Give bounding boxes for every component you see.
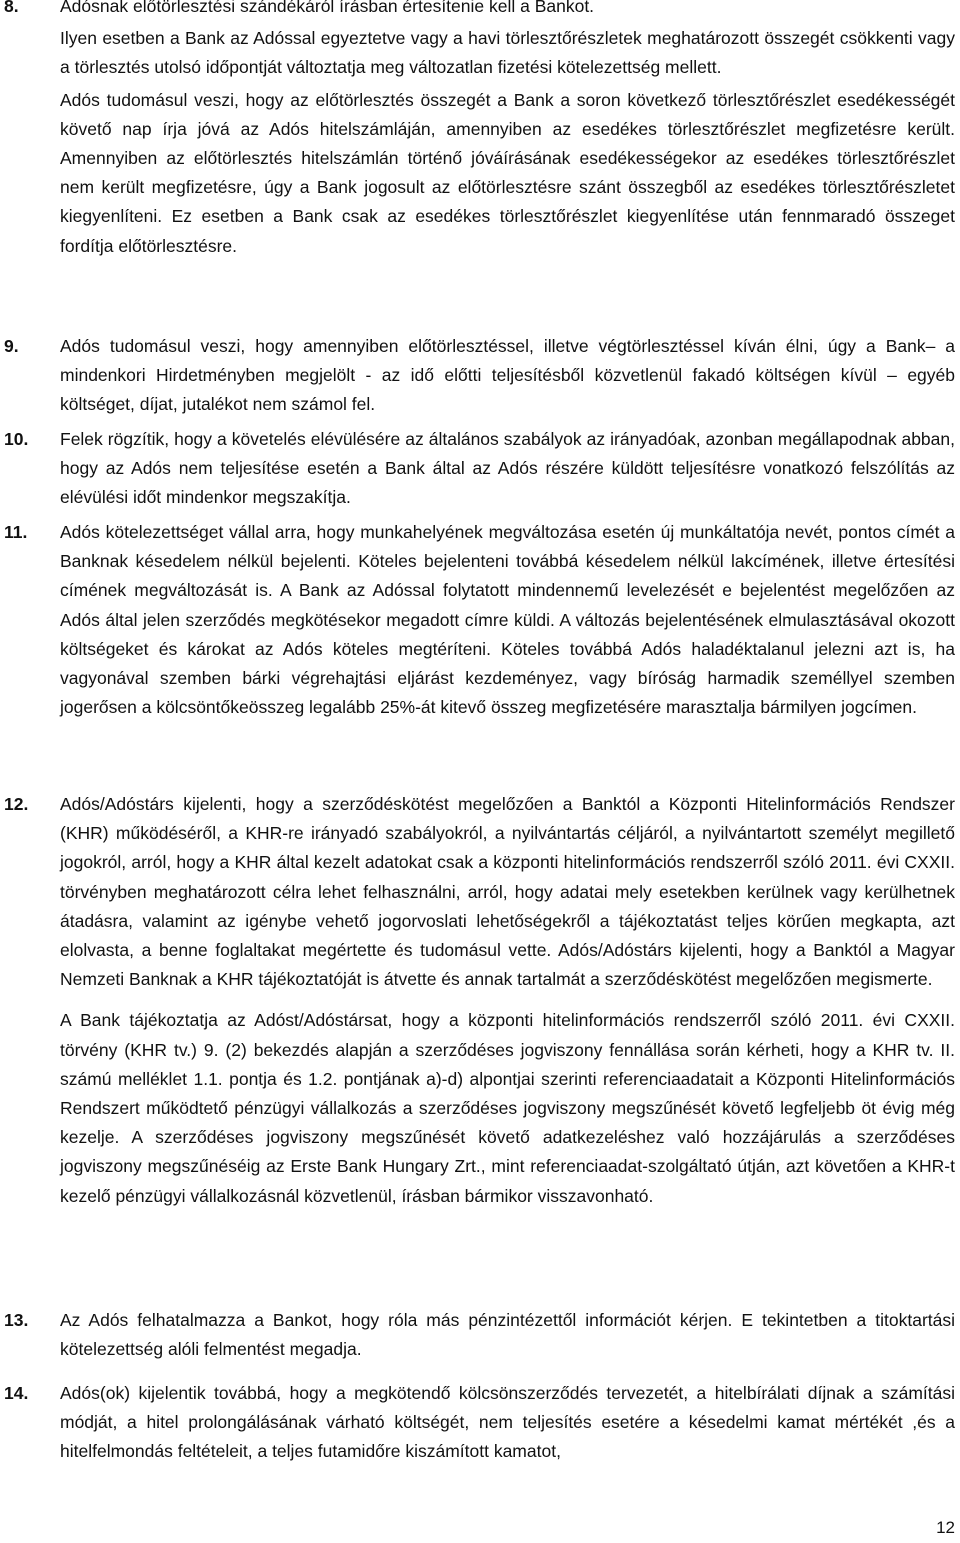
paragraph: Adós tudomásul veszi, hogy az előtörlesztés összegét a Bank a soron következő törlesztőrészlet esedékességét követő nap írja jóvá az Adós hitelszámláján, amennyiben az esedékes törlesztőrészlet megfizetésre került. Amennyiben az előtörlesztés hitelszámlán történő jóváírásának esedékességekor az esedékes törlesztőrészlet nem került megfizetésre, úgy a Bank jogosult az előtörlesztésre szánt összegből az esedékes törlesztőrészletet kiegyenlíteni. Ez esetben a Bank csak az esedékes törlesztőrészlet kiegyenlítése után fennmaradó összeget fordítja előtörlesztésre. <box>60 89 955 256</box>
paragraph: Ilyen esetben a Bank az Adóssal egyeztetve vagy a havi törlesztőrészletek meghatározott összegét csökkenti vagy a törlesztés utolsó időpontját változtatja meg változatlan fizetési kötelezettség mellett. <box>60 28 955 78</box>
section-body <box>60 332 955 420</box>
section-body <box>60 790 955 1211</box>
page-number: 12 <box>936 1518 955 1537</box>
paragraph: A Bank tájékoztatja az Adóst/Adóstársat, hogy a központi hitelinformációs rendszerről szóló 2011. évi CXXII. törvény (KHR tv.) 9. (2) bekezdés alapján a szerződéses jogviszony fennállása során kérheti, hogy a KHR tv. II. számú melléklet 1.1. pontja és 1.2. pontjának a)-d) alpontjai szerinti referenciaadatait a Központi Hitelinformációs Rendszert működtető pénzügyi vállalkozás a szerződéses jogviszony megszűnését követő legfeljebb öt évig még kezelje. A szerződéses jogviszony megszűnését követő adatkezeléshez való hozzájárulás a szerződéses jogviszony megszűnéséig az Erste Bank Hungary Zrt., mint referenciaadat-szolgáltató útján, azt követően a KHR-t kezelő pénzügyi vállalkozásnál közvetlenül, írásban bármikor visszavonható. <box>60 1010 955 1206</box>
section-body <box>60 1306 955 1364</box>
section-number: 8. <box>4 0 19 16</box>
section-number: 13. <box>4 1310 29 1330</box>
section-number: 9. <box>4 336 19 356</box>
section-body <box>60 1379 955 1467</box>
section-number: 11. <box>4 522 28 542</box>
paragraph: Adós/Adóstárs kijelenti, hogy a szerződéskötést megelőzően a Banktól a Központi Hitelinformációs Rendszer (KHR) működéséről, a KHR-re irányadó szabályokról, a nyilvántartás céljáról, a nyilvántartott személyt megillető jogokról, arról, hogy a KHR által kezelt adatokat csak a központi hitelinformációs rendszerről szóló 2011. évi CXXII. törvényben meghatározott célra lehet felhasználni, arról, hogy adatai mely esetekben kerülnek vagy kerülhetnek átadásra, valamint az igénybe vehető jogorvoslati lehetőségekről a tájékoztatást teljes körűen megkapta, azt elolvasta, a benne foglaltakat megértette és tudomásul vette. Adós/Adóstárs kijelenti, hogy a Banktól a Magyar Nemzeti Banknak a KHR tájékoztatóját is átvette és annak tartalmát a szerződéskötést megelőzően megismerte. <box>60 794 955 990</box>
section-number: 10. <box>4 429 29 449</box>
paragraph: Az Adós felhatalmazza a Bankot, hogy róla más pénzintézettől információt kérjen. E tekintetben a titoktartási kötelezettség alóli felmentést megadja. <box>60 1310 955 1360</box>
section-body <box>60 425 955 513</box>
section-body <box>60 0 955 261</box>
section-body <box>60 518 955 722</box>
paragraph: Felek rögzítik, hogy a követelés elévülésére az általános szabályok az irányadóak, azonban megállapodnak abban, hogy az Adós nem teljesítése esetén a Bank által az Adós részére küldött teljesítésre vonatkozó felszólítás az elévülési időt mindenkor megszakítja. <box>60 429 955 508</box>
paragraph: Adós kötelezettséget vállal arra, hogy munkahelyének megváltozása esetén új munkáltatója nevét, pontos címét a Banknak késedelem nélkül bejelenti. Köteles bejelenteni továbbá késedelem nélkül lakcímének, illetve értesítési címének megváltozását is. A Bank az Adóssal folytatott mindennemű levelezését e bejelentést megelőzően az Adós által jelen szerződés megkötésekor megadott címre küldi. A változás bejelentésének elmulasztásával okozott költségeket és károkat az Adós köteles megtéríteni. Köteles továbbá Adós haladéktalanul jelezni azt is, ha vagyonával szemben bárki végrehajtási eljárást kezdeményez, vagy bíróság harmadik személlyel szemben jogerősen a kölcsöntőkeösszeg legalább 25%-át kitevő összeg megfizetésére marasztalja bármilyen jogcímen. <box>60 522 955 718</box>
section-number: 12. <box>4 794 29 814</box>
paragraph: Adós(ok) kijelentik továbbá, hogy a megkötendő kölcsönszerződés tervezetét, a hitelbírálati díjnak a számítási módját, a hitel prolongálásának várható költségét, nem teljesítés esetére a késedelmi kamat mértékét ,és a hitelfelmondás feltételeit, a teljes futamidőre kiszámított kamatot, <box>60 1383 955 1462</box>
section-number: 14. <box>4 1383 29 1403</box>
paragraph: Adósnak előtörlesztési szándékáról írásban értesítenie kell a Bankot. <box>60 0 595 16</box>
paragraph: Adós tudomásul veszi, hogy amennyiben előtörlesztéssel, illetve végtörlesztéssel kíván élni, úgy a Bank– a mindenkori Hirdetményben megjelölt - az idő előtti teljesítésből közvetlenül fakadó költségen kívül – egyéb költséget, díjat, jutalékot nem számol fel. <box>60 336 955 415</box>
